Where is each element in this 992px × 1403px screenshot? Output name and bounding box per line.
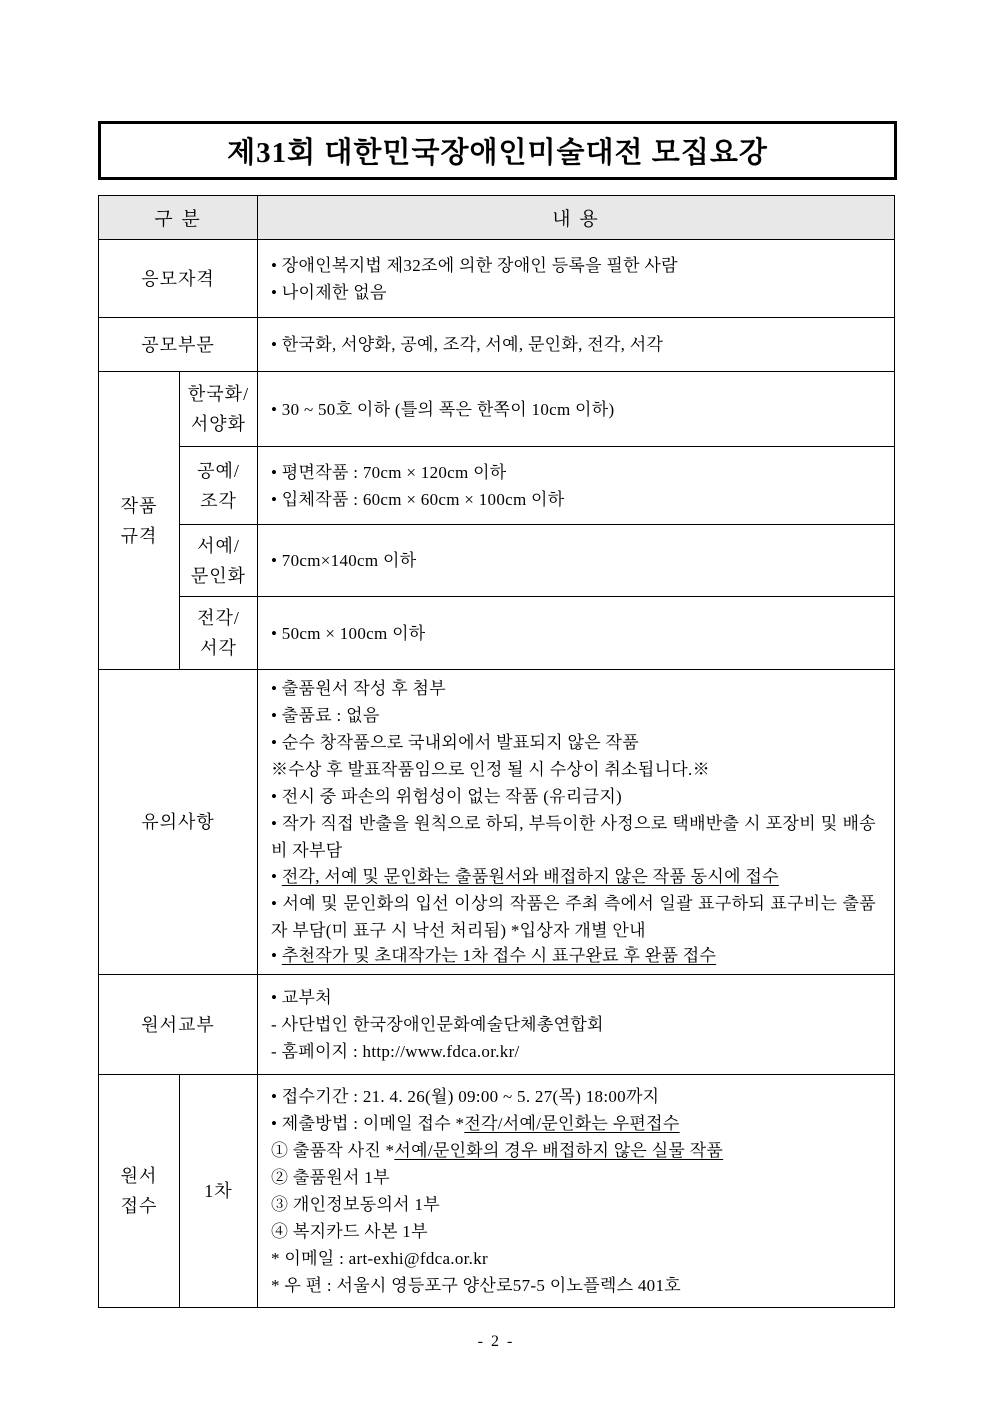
recruitment-table	[98, 195, 895, 1308]
text-line: - 사단법인 한국장애인문화예술단체총연합회	[271, 1015, 604, 1034]
text-line: • 30 ~ 50호 이하 (틀의 폭은 한쪽이 10cm 이하)	[271, 399, 615, 419]
spec-content-korean-western-painting	[258, 372, 894, 447]
text-line: ※수상 후 발표작품임으로 인정 될 시 수상이 취소됩니다.※	[271, 760, 710, 779]
text-line: • 50cm × 100cm 이하	[271, 623, 426, 643]
title-box	[98, 121, 897, 180]
text-line: • 70cm×140cm 이하	[271, 551, 417, 570]
text-line: • 접수기간 : 21. 4. 26(월) 09:00 ~ 5. 27(목) 18:00까지	[271, 1087, 660, 1106]
text-line: • 한국화, 서양화, 공예, 조각, 서예, 문인화, 전각, 서각	[271, 335, 664, 354]
text-line: • 순수 창작품으로 국내외에서 발표되지 않은 작품	[271, 733, 639, 752]
text-line: • 나이제한 없음	[271, 282, 387, 302]
spec-content-seal-engraving	[258, 597, 894, 670]
text-line: ① 출품작 사진 *서예/문인화의 경우 배접하지 않은 실물 작품	[271, 1141, 724, 1160]
text-line: * 우 편 : 서울시 영등포구 양산로57-5 이노플렉스 401호	[271, 1276, 681, 1295]
text-line: • 출품원서 작성 후 첨부	[271, 679, 446, 698]
text-line: ④ 복지카드 사본 1부	[271, 1222, 428, 1241]
text-line: • 평면작품 : 70cm × 120cm 이하	[271, 462, 507, 482]
row-label-form-distribution: 원서교부	[99, 975, 258, 1075]
text-line: ③ 개인정보동의서 1부	[271, 1195, 440, 1214]
categories-content	[258, 318, 894, 372]
text-line: • 장애인복지법 제32조에 의한 장애인 등록을 필한 사람	[271, 255, 678, 275]
text-line: - 홈페이지 : http://www.fdca.or.kr/	[271, 1042, 520, 1061]
submission-stage-label: 1차	[180, 1075, 258, 1307]
row-label-artwork-spec: 작품 규격	[99, 372, 180, 670]
spec-sublabel-korean-western-painting: 한국화/ 서양화	[180, 372, 258, 447]
column-header-category: 구 분	[99, 196, 258, 240]
eligibility-content	[258, 240, 894, 318]
spec-sublabel-seal-engraving: 전각/ 서각	[180, 597, 258, 670]
text-line: • 전각, 서예 및 문인화는 출품원서와 배접하지 않은 작품 동시에 접수	[271, 866, 779, 886]
spec-content-calligraphy-literati	[258, 525, 894, 597]
spec-sublabel-craft-sculpture: 공예/ 조각	[180, 447, 258, 525]
text-line: • 전시 중 파손의 위험성이 없는 작품 (유리금지)	[271, 787, 623, 806]
spec-content-craft-sculpture	[258, 447, 894, 525]
page-title: 제31회 대한민국장애인미술대전 모집요강	[227, 137, 768, 169]
row-label-eligibility: 응모자격	[99, 240, 258, 318]
notes-content	[258, 670, 894, 975]
row-label-categories: 공모부문	[99, 318, 258, 372]
page-number: - 2 -	[477, 1333, 515, 1350]
column-header-content: 내 용	[258, 196, 894, 240]
text-line: * 이메일 : art-exhi@fdca.or.kr	[271, 1249, 488, 1268]
spec-sublabel-calligraphy-literati: 서예/ 문인화	[180, 525, 258, 597]
row-label-form-submission: 원서 접수	[99, 1075, 180, 1307]
text-line: • 서예 및 문인화의 입선 이상의 작품은 주최 측에서 일괄 표구하되 표구비는 출품자 부담(미 표구 시 낙선 처리됨) *입상자 개별 안내	[271, 893, 876, 940]
text-line: • 교부처	[271, 988, 332, 1007]
text-line: • 제출방법 : 이메일 접수 *전각/서예/문인화는 우편접수	[271, 1114, 680, 1133]
text-line: • 추천작가 및 초대작가는 1차 접수 시 표구완료 후 완품 접수	[271, 946, 717, 965]
text-line: ② 출품원서 1부	[271, 1168, 390, 1187]
row-label-notes: 유의사항	[99, 670, 258, 975]
form-submission-content	[258, 1075, 894, 1307]
text-line: • 작가 직접 반출을 원칙으로 하되, 부득이한 사정으로 택배반출 시 포장비 및 배송비 자부담	[271, 814, 876, 860]
text-line: • 입체작품 : 60cm × 60cm × 100cm 이하	[271, 489, 565, 509]
text-line: • 출품료 : 없음	[271, 706, 380, 725]
form-distribution-content	[258, 975, 894, 1075]
